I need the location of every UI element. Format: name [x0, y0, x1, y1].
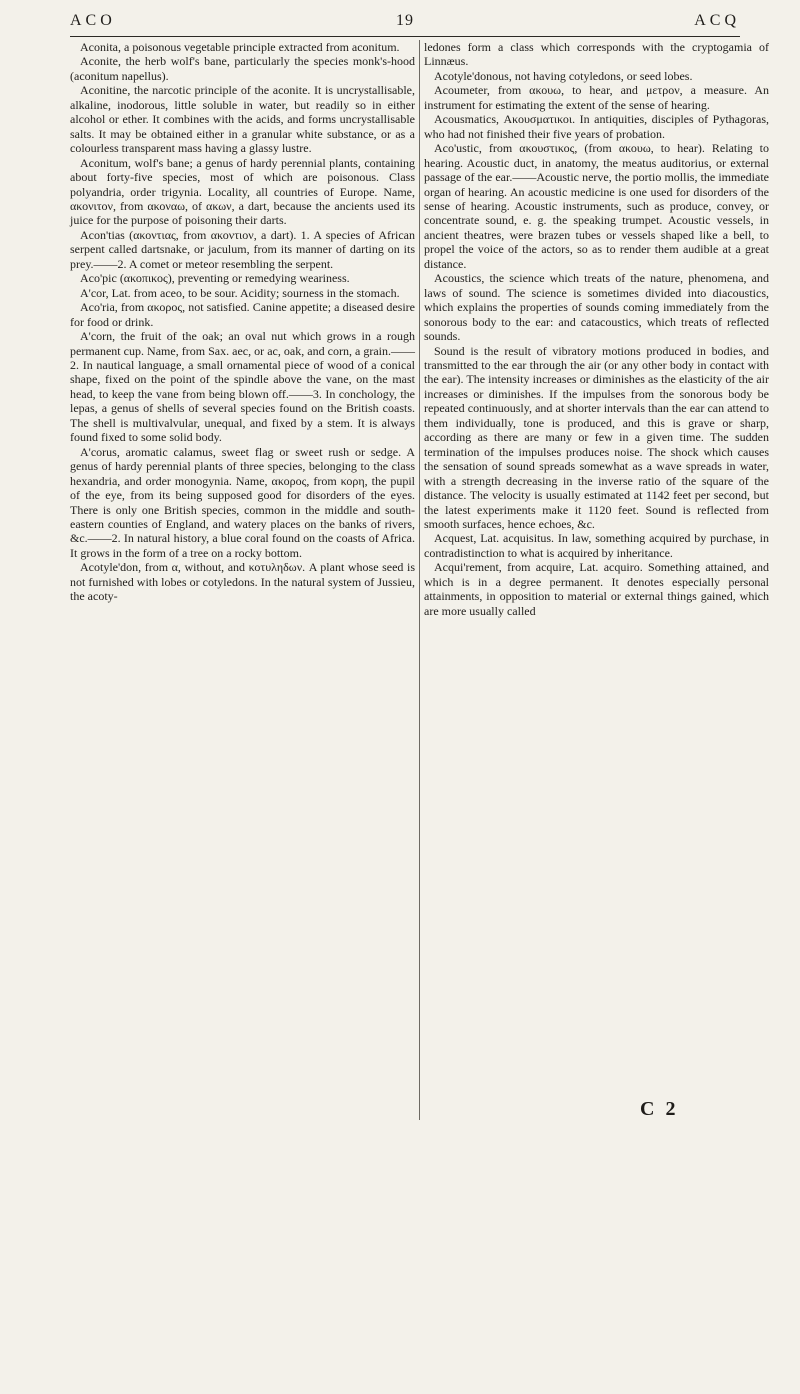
entry-aconitine: Aconitine, the narcotic principle of the aconite. It is uncrystallisable, alkaline, inodorous, little soluble in water, but readily so in either alcohol or ether. It combines with the acids, and forms uncrystallisable salts. It may be obtained either in a granular white substance, or as a colourless transparent mass having a glassy lustre.: [70, 83, 415, 156]
entry-sound: Sound is the result of vibratory motions produced in bodies, and transmitted to the ear through the air (or any other body in contact with the ear). The intensity increases or diminishes as the elasticity of the air increases or diminishes. If the impulses from the sonorous body be repeated continuously, and at shorter intervals than the ear can attend to them individually, tone is produced, and this is grave or sharp, according as there are many or few in a given time. The sudden termination of the impulses produces noise. The shock which causes the sensation of sound spreads somewhat as a wave spreads in water, with a strength decreasing in the inverse ratio of the square of the distance. The velocity is usually estimated at 1142 feet per second, but the latest experiments make it 1120 feet. Sound is reflected from smooth surfaces, hence echoes, &c.: [424, 343, 769, 531]
entry-acotyledonous: Acotyle'donous, not having cotyledons, or seed lobes.: [434, 68, 693, 83]
left-column: [70, 40, 415, 604]
entry-acorn: A'corn, the fruit of the oak; an oval nut which grows in a rough permanent cup. Name, from Sax. aec, or ac, oak, and corn, a grain.——2. In nautical language, a small ornamental piece of wood of a conical shape, fixed on the point of the spindle above the vane, on the mast head, to keep the vane from being blown off.——3. In conchology, the lepas, a genus of shells of several species found on the British coasts. The shell is multivalvular, unequal, and fixed by a stem. It is always found fixed to some solid body.: [70, 329, 415, 445]
entry-aconitum: Aconitum, wolf's bane; a genus of hardy perennial plants, containing about forty-five species, most of which are poisonous. Class polyandria, order trigynia. Locality, all countries of Europe. Name, ακονιτον, from ακοναω, of ακων, a dart, because the ancients used its juice for the purpose of poisoning their darts.: [70, 155, 415, 228]
entry-acoria: Aco'ria, from ακορος, not satisfied. Canine appetite; a diseased desire for food or drink.: [70, 300, 415, 329]
entry-acoumeter: Acoumeter, from ακουω, to hear, and μετρον, a measure. An instrument for estimating the extent of the sense of hearing.: [424, 83, 769, 112]
header-right-guide: ACQ: [694, 12, 740, 29]
entry-acquest: Acquest, Lat. acquisitus. In law, something acquired by purchase, in contradistinction to what is acquired by inheritance.: [424, 531, 769, 560]
entry-acopic: Aco'pic (ακοπικος), preventing or remedying weariness.: [80, 271, 350, 286]
entry-acousmatics: Acousmatics, Ακουσματικοι. In antiquities, disciples of Pythagoras, who had not finished their five years of probation.: [424, 112, 769, 141]
signature-mark: C 2: [640, 1098, 679, 1120]
entry-acquirement: Acqui'rement, from acquire, Lat. acquiro. Something attained, and which is in a degree permanent. It denotes especially personal attainments, in opposition to material or external things gained, which are more usually called: [424, 560, 769, 618]
header-left-guide: ACO: [70, 12, 116, 29]
header-rule: [70, 36, 740, 37]
running-header: [70, 8, 740, 34]
entry-acoustics: Acoustics, the science which treats of the nature, phenomena, and laws of sound. The science is sometimes divided into diacoustics, which explains the properties of sounds coming immediately from the sonorous body to the ear: and catacoustics, which treats of reflected sounds.: [424, 271, 769, 344]
entry-aconite: Aconite, the herb wolf's bane, particularly the species monk's-hood (aconitum napellus).: [70, 54, 415, 83]
page-number: 19: [396, 12, 414, 29]
entry-acotyledon-continued: ledones form a class which corresponds with the cryptogamia of Linnæus.: [424, 40, 769, 69]
entry-acotyledon: Acotyle'don, from α, without, and κοτυληδων. A plant whose seed is not furnished with lobes or cotyledons. In the natural system of Jussieu, the acoty-: [70, 560, 415, 604]
entry-acontias: Acon'tias (ακοντιας, from ακοντιον, a dart). 1. A species of African serpent called dartsnake, or jaculum, from its manner of darting on its prey.——2. A comet or meteor resembling the serpent.: [70, 227, 415, 271]
entry-acor: A'cor, Lat. from aceo, to be sour. Acidity; sourness in the stomach.: [80, 285, 400, 300]
entry-acorus: A'corus, aromatic calamus, sweet flag or sweet rush or sedge. A genus of hardy perennial plants of three species, belonging to the class hexandria, and order monogynia. Name, ακορος, from κορη, the pupil of the eye, from its being supposed good for disorders of the eyes. There is only one British species, common in the middle and south-eastern counties of England, and watery places on the banks of rivers, &c.——2. In natural history, a blue coral found on the coasts of Africa. It grows in the form of a tree on a rocky bottom.: [70, 444, 415, 560]
entry-acoustic: Aco'ustic, from ακουστικος, (from ακουω, to hear). Relating to hearing. Acoustic duct, in anatomy, the meatus auditorius, or external passage of the ear.——Acoustic nerve, the portio mollis, the immediate organ of hearing. An acoustic medicine is one used for disorders of the sense of hearing. Acoustic instruments, such as produce, convey, or concentrate sound, e. g. the speaking trumpet. Acoustic vessels, in ancient theatres, were brazen tubes or vessels shaped like a bell, to propel the voice of the actors, so as to render them audible at a great distance.: [424, 141, 769, 271]
right-column: [424, 40, 769, 618]
entry-aconita: Aconita, a poisonous vegetable principle extracted from aconitum.: [80, 40, 400, 54]
column-divider: [419, 40, 420, 1120]
